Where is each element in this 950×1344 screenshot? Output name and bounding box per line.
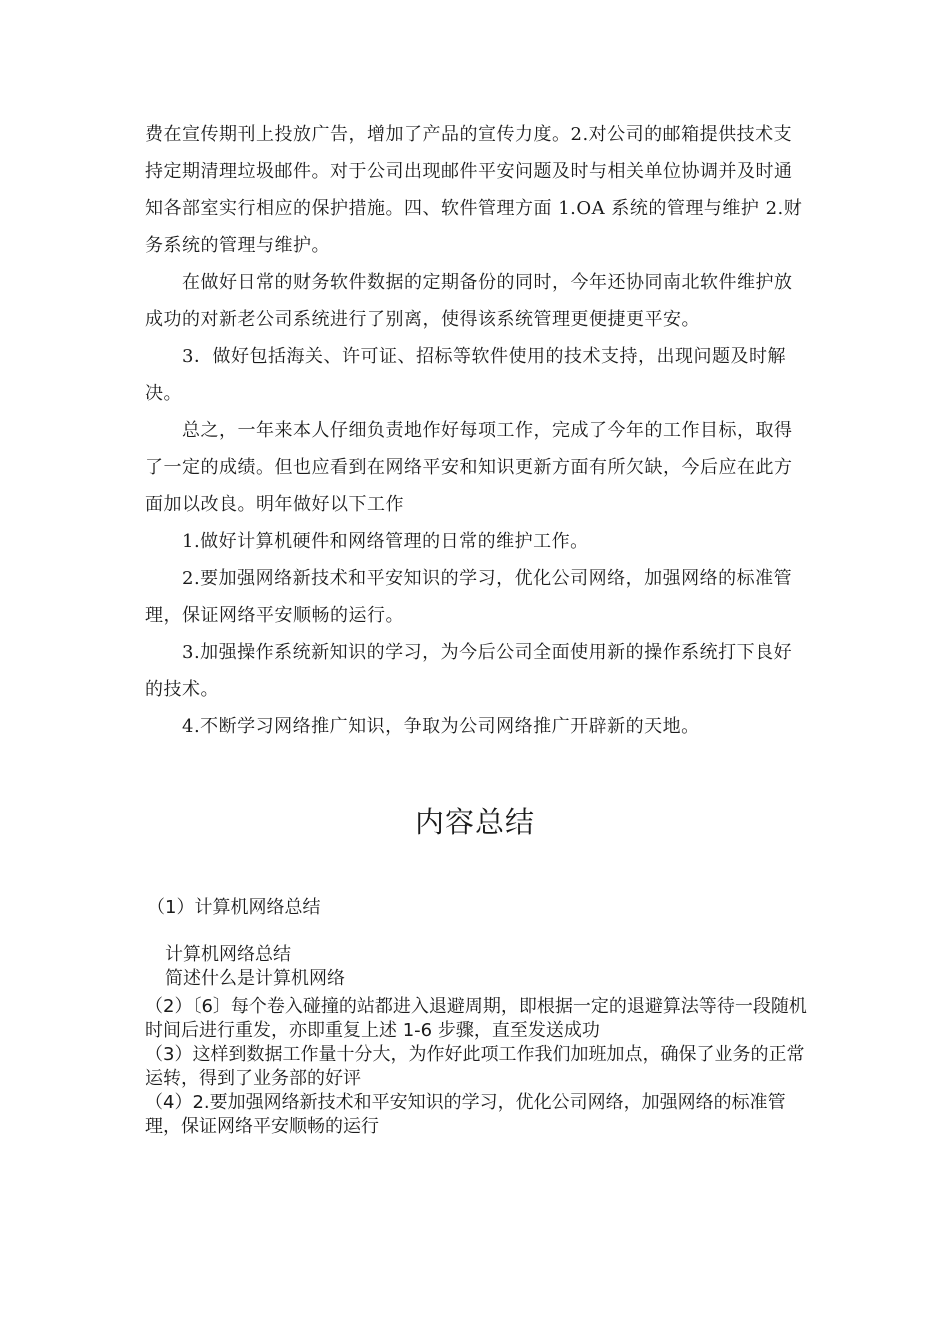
- body-text: [145, 116, 810, 745]
- list-item: 3.加强操作系统新知识的学习，为今后公司全面使用新的操作系统打下良好的技术。: [145, 642, 793, 700]
- summary-subheading: 简述什么是计算机网络: [165, 968, 345, 989]
- summary-subheadings: [165, 943, 345, 991]
- summary-item: （4）2.要加强网络新技术和平安知识的学习，优化公司网络，加强网络的标准管理，保证网络平安顺畅的运行: [145, 1092, 786, 1137]
- summary-list: [145, 995, 810, 1139]
- summary-item: （3）这样到数据工作量十分大，为作好此项工作我们加班加点，确保了业务的正常运转，得到了业务部的好评: [145, 1044, 805, 1089]
- paragraph: 3．做好包括海关、许可证、招标等软件使用的技术支持，出现问题及时解决。: [145, 346, 786, 404]
- summary-item: （1）计算机网络总结: [147, 897, 321, 918]
- paragraph: 在做好日常的财务软件数据的定期备份的同时，今年还协同南北软件维护放成功的对新老公司系统进行了别离，使得该系统管理更便捷更平安。: [145, 272, 793, 330]
- paragraph: 总之，一年来本人仔细负责地作好每项工作，完成了今年的工作目标，取得了一定的成绩。但也应看到在网络平安和知识更新方面有所欠缺，今后应在此方面加以改良。明年做好以下工作: [145, 420, 793, 515]
- summary-subheading: 计算机网络总结: [165, 944, 291, 965]
- list-item: 4.不断学习网络推广知识，争取为公司网络推广开辟新的天地。: [182, 716, 700, 737]
- summary-title: 内容总结: [414, 805, 535, 839]
- summary-item: （2）〔6〕每个卷入碰撞的站都进入退避周期，即根据一定的退避算法等待一段随机时间后进行重发，亦即重复上述 1-6 步骤，直至发送成功: [145, 996, 807, 1041]
- paragraph: 费在宣传期刊上投放广告，增加了产品的宣传力度。2.对公司的邮箱提供技术支持定期清理垃圾邮件。对于公司出现邮件平安问题及时与相关单位协调并及时通知各部室实行相应的保护措施。四、软件管理方面 1.OA 系统的管理与维护 2.财务系统的管理与维护。: [145, 124, 803, 256]
- list-item: 2.要加强网络新技术和平安知识的学习，优化公司网络，加强网络的标准管理，保证网络平安顺畅的运行。: [145, 568, 793, 626]
- list-item: 1.做好计算机硬件和网络管理的日常的维护工作。: [182, 531, 589, 552]
